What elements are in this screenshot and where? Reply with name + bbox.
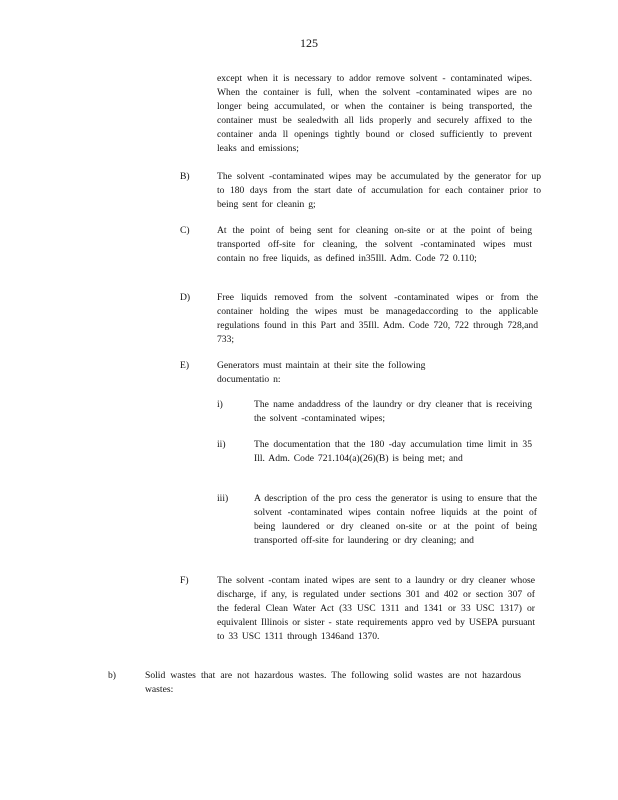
item-f-label: F) xyxy=(180,575,189,586)
item-d-label: D) xyxy=(180,292,191,303)
subitem-i-text: The name andaddress of the laundry or dry cleaner that is receiving the solvent -contaminated wipes; xyxy=(254,399,532,424)
page-number: 125 xyxy=(300,36,318,50)
item-c-text: At the point of being sent for cleaning on-site or at the point of being transported off-site for cleaning, the solvent -contaminated wipes must contain no free liquids, as defined in35Ill. Adm. Code 72 0.110; xyxy=(217,225,532,264)
item-c-label: C) xyxy=(180,225,190,236)
subitem-i-label: i) xyxy=(217,399,223,410)
item-b-text: The solvent -contaminated wipes may be accumulated by the generator for up to 180 days from the start date of accumulation for each container prior to being sent for cleanin g; xyxy=(217,171,541,210)
continuation-paragraph: except when it is necessary to addor remove solvent - contaminated wipes. When the container is full, when the solvent -contaminated wipes are no longer being accumulated, or when the container is being transported, the container must be sealedwith all lids properly and securely affixed to the container anda ll openings tightly bound or closed sufficiently to prevent leaks and emissions; xyxy=(217,73,532,154)
section-b-text: Solid wastes that are not hazardous wastes. The following solid wastes are not hazardous wastes: xyxy=(145,670,521,695)
subitem-iii-text: A description of the pro cess the generator is using to ensure that the solvent -contaminated wipes contain nofree liquids at the point of being laundered or dry cleaned on-site or at the point of being transported off-site for laundering or dry cleaning; and xyxy=(254,493,537,546)
section-b-label: b) xyxy=(108,670,116,681)
item-e-label: E) xyxy=(180,360,190,371)
item-e-text: Generators must maintain at their site the following documentatio n: xyxy=(217,360,426,385)
item-d-text: Free liquids removed from the solvent -contaminated wipes or from the container holding the wipes must be managedaccording to the applicable regulations found in this Part and 35Ill. Adm. Code 720, 722 through 728,and 733; xyxy=(217,292,538,345)
item-b-label: B) xyxy=(180,171,190,182)
subitem-ii-label: ii) xyxy=(217,439,226,450)
subitem-ii-text: The documentation that the 180 -day accumulation time limit in 35 Ill. Adm. Code 721.104(a)(26)(B) is being met; and xyxy=(254,439,532,464)
item-f-text: The solvent -contam inated wipes are sent to a laundry or dry cleaner whose discharge, if any, is regulated under sections 301 and 402 or section 307 of the federal Clean Water Act (33 USC 1311 and 1341 or 33 USC 1317) or equivalent Illinois or sister - state requirements appro ved by USEPA pursuant to 33 USC 1311 through 1346and 1370. xyxy=(217,575,535,642)
subitem-iii-label: iii) xyxy=(217,493,229,504)
